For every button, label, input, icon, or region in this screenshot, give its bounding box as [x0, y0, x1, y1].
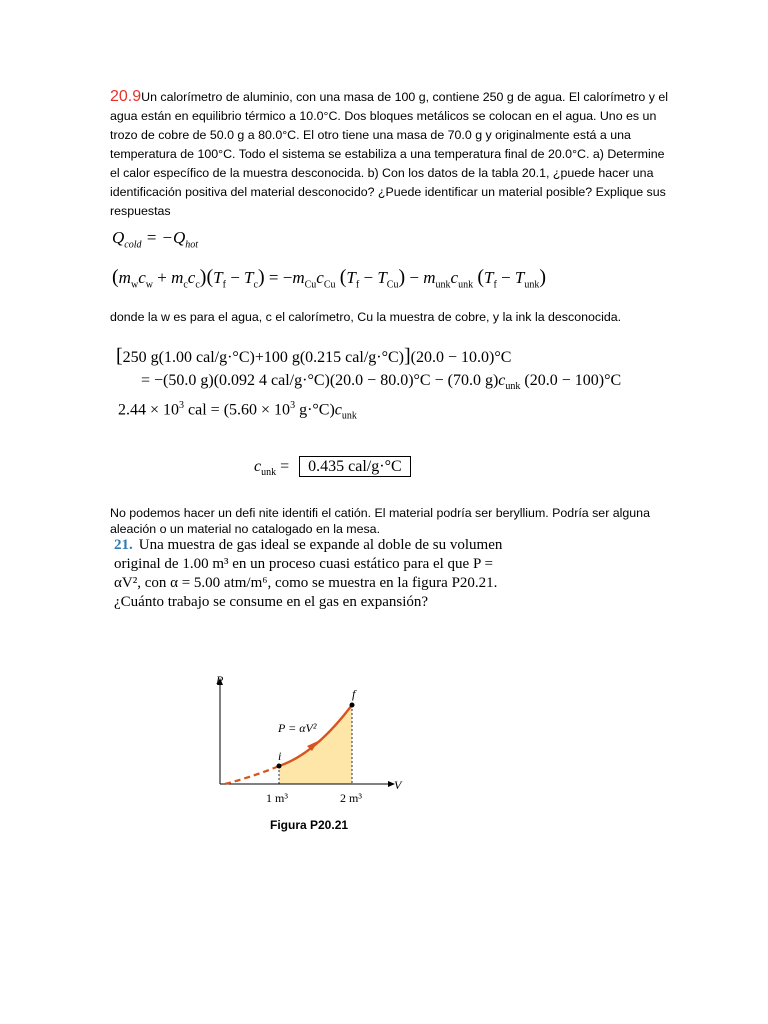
problem-21-text: Una muestra de gas ideal se expande al doble de su volumen original de 1.00 m³ en un proceso cuasi estático para el que P = αV², con α = 5.00 atm/m⁶, como se muestra en la figura P20.21. ¿Cuánto trabajo se consume en el gas en expansión? [114, 537, 503, 610]
label-i: i [278, 749, 282, 763]
dashed-curve [225, 766, 279, 784]
problem-21-number: 21. [114, 537, 133, 553]
problem-number: 20.9 [110, 88, 142, 105]
problem-text: Un calorímetro de aluminio, con una masa de 100 g, contiene 250 g de agua. El calorímetro y el agua están en equilibrio térmico a 10.0°C. Dos bloques metálicos se colocan en el agua. Uno es un trozo de cobre de 50.0 g a 80.0°C. El otro tiene una masa de 70.0 g y originalmente está a una temperatura de 100°C. Todo el sistema se estabiliza a una temperatura final de 20.0°C. a) Determine el calor específico de la muestra desconocida. b) Con los datos de la tabla 20.1, ¿puede hacer una identificación positiva del material desconocido? ¿Puede identificar un material posible? Explique sus respuestas [110, 90, 669, 218]
result-value: 0.435 cal/g·°C [299, 456, 411, 477]
equation-line-2: = −(50.0 g)(0.092 4 cal/g·°C)(20.0 − 80.0)°C − (70.0 $g)c_{unk}$ (20.0 − 100)°C [141, 372, 622, 393]
curve-label: P = αV² [278, 721, 317, 735]
result: $c_{unk} = 0.435$ cal/g·°C [254, 458, 411, 478]
tick-2: 2 m³ [340, 791, 362, 805]
label-v: V [394, 778, 402, 792]
problem-20-9 [110, 87, 670, 221]
figure-caption: Figura P20.21 [270, 818, 349, 832]
point-i [277, 764, 282, 769]
tick-1: 1 m³ [266, 791, 288, 805]
equation-line-3: $2.44 \times 10^3$ cal = ($5.60 \times 10^3$ $g\cdot^\circ C)c_{unk}$ [118, 400, 357, 422]
problem-21 [114, 536, 514, 612]
equation-expanded: $(m_wc_w + m_cc_c)(T_f - T_c) = -m_{Cu}c_{Cu}$ $(T_f - T_{Cu}) - m_{unk}c_{unk}$ $(T_f - T_{unk})$ [112, 266, 547, 291]
equation-heat-balance: $Q_{cold} = -Q_{hot}$ [112, 228, 199, 251]
equation-line-1: [250 g(1.00 cal/g·°C)+100 g(0.215 cal/g·°C)](20.0 − 10.0)°C [116, 345, 512, 367]
where-text: donde la w es para el agua, c el calorímetro, Cu la muestra de cobre, y la ink la desconocida. [110, 310, 622, 324]
figure-p20-21 [200, 668, 420, 808]
label-p: P [216, 673, 224, 687]
label-f: f [352, 687, 356, 701]
point-f [350, 703, 355, 708]
conclusion: No podemos hacer un defi nite identifi el catión. El material podría ser beryllium. Podría ser alguna aleación o un material no catalogado en la mesa. [110, 506, 650, 536]
